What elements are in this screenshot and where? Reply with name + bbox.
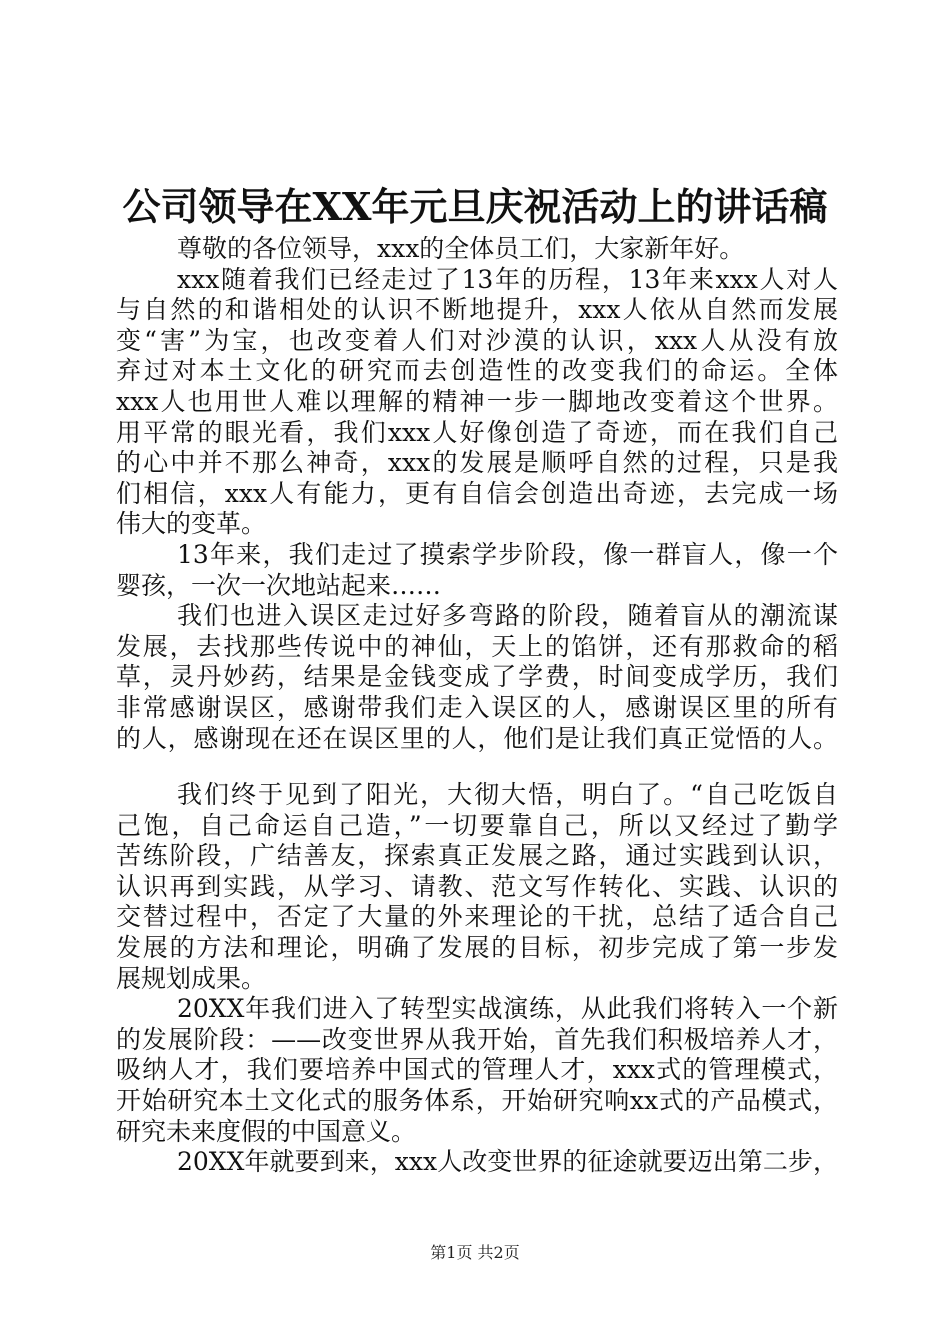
paragraph-line: xxx随着我们已经走过了13年的历程，13年来xxx人对人 xyxy=(177,264,838,294)
paragraph-line: 发展，去找那些传说中的神仙，天上的馅饼，还有那救命的稻 xyxy=(116,631,838,661)
paragraph-line: 我们终于见到了阳光，大彻大悟，明白了。“自己吃饭自 xyxy=(177,780,838,810)
paragraph-line: 草，灵丹妙药，结果是金钱变成了学费，时间变成学历，我们 xyxy=(116,662,838,692)
paragraph-line: 20XX年我们进入了转型实战演练，从此我们将转入一个新 xyxy=(177,994,838,1024)
paragraph-line: 变“害”为宝，也改变着人们对沙漠的认识，xxx人从没有放 xyxy=(116,325,838,355)
paragraph-line: 用平常的眼光看，我们xxx人好像创造了奇迹，而在我们自己 xyxy=(116,417,838,447)
paragraph-line: 发展的方法和理论，明确了发展的目标，初步完成了第一步发 xyxy=(116,933,838,963)
paragraph-line: 苦练阶段，广结善友，探索真正发展之路，通过实践到认识， xyxy=(116,841,838,871)
paragraph-line: 们相信，xxx人有能力，更有自信会创造出奇迹，去完成一场 xyxy=(116,478,838,508)
paragraph-line: 认识再到实践，从学习、请教、范文写作转化、实践、认识的 xyxy=(116,871,838,901)
paragraph-line: 伟大的变革。 xyxy=(116,509,267,539)
document-title: 公司领导在XX年元旦庆祝活动上的讲话稿 xyxy=(122,184,828,229)
paragraph-line: 己饱，自己命运自己造，”一切要靠自己，所以又经过了勤学 xyxy=(116,810,838,840)
document-body xyxy=(116,234,838,1178)
paragraph-line: 婴孩，一次一次地站起来…… xyxy=(116,570,442,600)
paragraph-line: 我们也进入误区走过好多弯路的阶段，随着盲从的潮流谋 xyxy=(177,601,838,631)
paragraph-line: 与自然的和谐相处的认识不断地提升，xxx人依从自然而发展 xyxy=(116,295,838,325)
paragraph-gap xyxy=(116,754,838,780)
paragraph-line: 展规划成果。 xyxy=(116,963,267,993)
paragraph-line: 尊敬的各位领导，xxx的全体员工们，大家新年好。 xyxy=(177,234,745,263)
paragraph-line: 吸纳人才，我们要培养中国式的管理人才，xxx式的管理模式， xyxy=(116,1055,838,1085)
paragraph-line: 13年来，我们走过了摸索学步阶段，像一群盲人，像一个 xyxy=(177,539,838,569)
paragraph-line: 非常感谢误区，感谢带我们走入误区的人，感谢误区里的所有 xyxy=(116,692,838,722)
paragraph-line: 交替过程中，否定了大量的外来理论的干扰，总结了适合自己 xyxy=(116,902,838,932)
paragraph-line: 的发展阶段：——改变世界从我开始，首先我们积极培养人才， xyxy=(116,1024,838,1054)
paragraph-line: 开始研究本土文化式的服务体系，开始研究响xx式的产品模式， xyxy=(116,1086,838,1116)
paragraph-line: xxx人也用世人难以理解的精神一步一脚地改变着这个世界。 xyxy=(116,386,838,416)
paragraph-line: 弃过对本土文化的研究而去创造性的改变我们的命运。全体 xyxy=(116,356,838,386)
page-footer: 第1页 共2页 xyxy=(430,1243,520,1262)
paragraph-line: 研究未来度假的中国意义。 xyxy=(116,1116,417,1146)
paragraph-line: 的心中并不那么神奇，xxx的发展是顺呼自然的过程，只是我 xyxy=(116,448,838,478)
paragraph-line: 20XX年就要到来，xxx人改变世界的征途就要迈出第二步， xyxy=(177,1147,838,1177)
paragraph-line: 的人，感谢现在还在误区里的人，他们是让我们真正觉悟的人。 xyxy=(116,723,838,753)
